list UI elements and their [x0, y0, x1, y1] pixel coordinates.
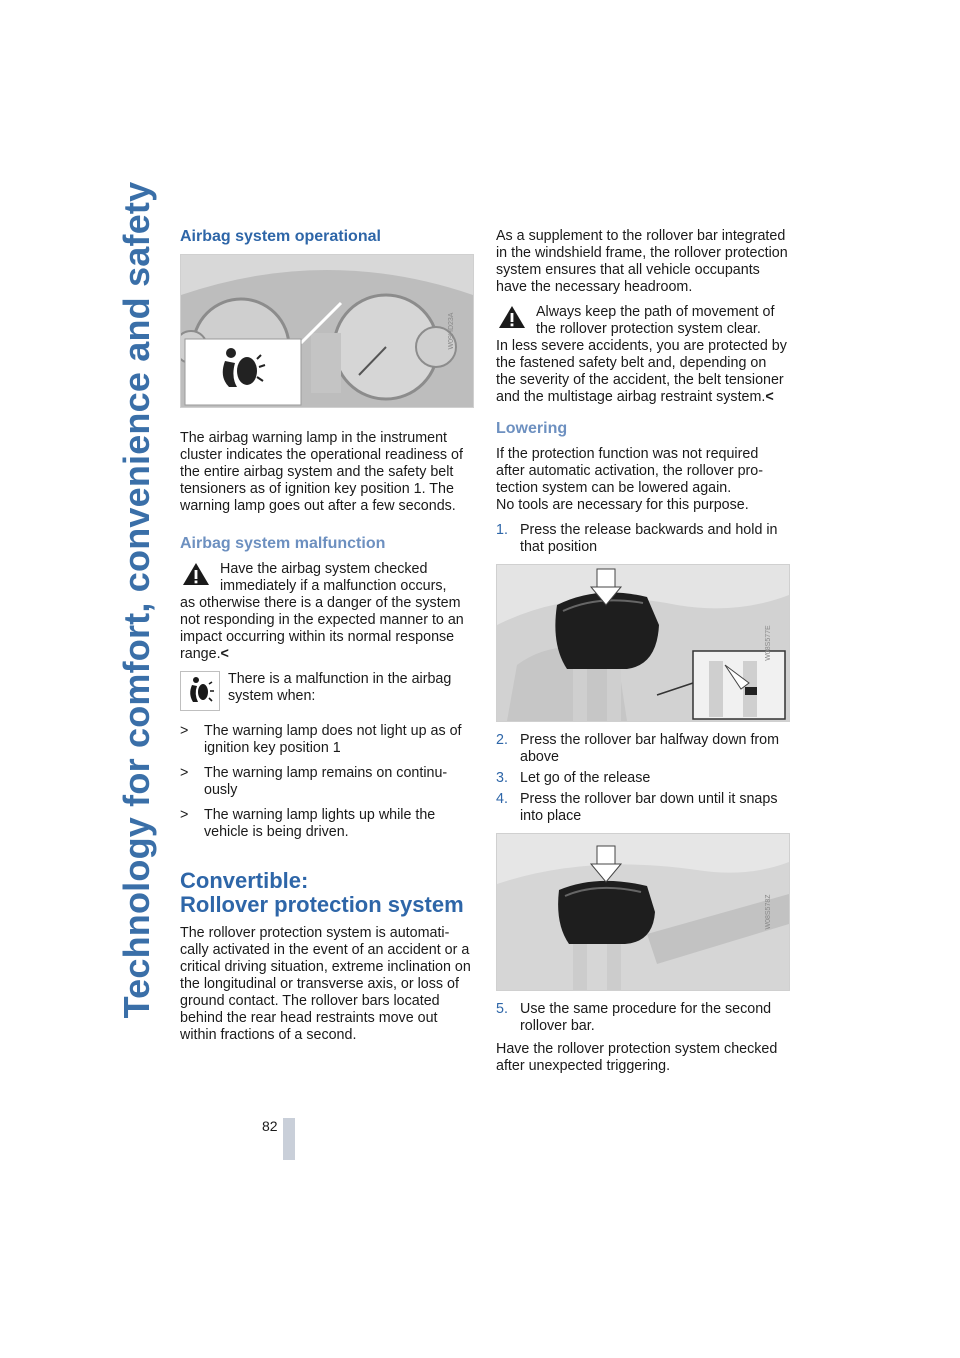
warning-malfunction	[180, 561, 472, 663]
heading-airbag-operational: Airbag system operational	[180, 228, 381, 245]
list-item: > The warning lamp does not light up as of ignition key position 1	[180, 723, 462, 756]
airbag-note-text: There is a malfunction in the airbag system when:	[228, 671, 452, 704]
airbag-malfunction-note	[180, 671, 472, 711]
end-mark: <	[765, 389, 774, 405]
warning-path-text-first: Always keep the path of movement of the rollover protection system clear.	[536, 304, 775, 337]
instrument-cluster-figure	[180, 254, 474, 408]
left-column	[180, 228, 472, 1052]
warning-path-text-rest: In less severe accidents, you are protected by the fastened safety belt and, depending on the severity of the accident, the belt tensioner and the multistage airbag restraint system.<	[496, 338, 787, 405]
rollover-press-figure	[496, 833, 790, 991]
list-item: 4. Press the rollover bar down until it snaps into place	[496, 791, 778, 824]
paragraph-convertible: The rollover protection system is automatically activated in the event of an accident or a critical driving situation, extreme inclination on the longitudinal or transverse axis, or loss of ground contact. The rollover bars located behind the rear head restraints move out within fractions of a second.	[180, 925, 471, 1043]
rollover-release-illustration	[497, 565, 789, 721]
end-mark: <	[220, 646, 229, 662]
malfunction-bullet-list	[180, 723, 472, 841]
rollover-press-illustration	[497, 834, 789, 990]
paragraph-final: Have the rollover protection system checked after unexpected triggering.	[496, 1041, 778, 1074]
list-item: 5. Use the same procedure for the second rollover bar.	[496, 1001, 772, 1034]
list-item: 3. Let go of the release	[496, 770, 651, 786]
figure-code: W08S578Z	[764, 894, 772, 930]
list-item: > The warning lamp remains on continuously	[180, 765, 448, 798]
warning-triangle-icon	[182, 562, 210, 586]
steps-list-2	[496, 732, 790, 825]
heading-convertible: Convertible: Rollover protection system	[180, 868, 464, 917]
heading-lowering: Lowering	[496, 420, 568, 437]
paragraph-tools: No tools are necessary for this purpose.	[496, 497, 749, 513]
paragraph-supplement: As a supplement to the rollover bar integrated in the windshield frame, the rollover protection system ensures that all vehicle occupants have the necessary headroom.	[496, 228, 788, 295]
paragraph-lowering: If the protection function was not required after automatic activation, the rollover protection system can be lowered again.	[496, 446, 764, 496]
instrument-cluster-illustration	[181, 255, 473, 407]
heading-airbag-malfunction: Airbag system malfunction	[180, 535, 386, 552]
warning-triangle-icon	[498, 305, 526, 329]
list-item: 1. Press the release backwards and hold in that position	[496, 522, 778, 555]
page-number-bar	[283, 1118, 295, 1160]
figure-code: W08S577E	[764, 625, 772, 661]
steps-list-3	[496, 1001, 790, 1035]
warning-malfunction-text-rest: as otherwise there is a danger of the system not responding in the expected manner to an impact occurring within its normal response range.<	[180, 595, 464, 662]
list-item: > The warning lamp lights up while the vehicle is being driven.	[180, 807, 436, 840]
list-item: 2. Press the rollover bar halfway down from above	[496, 732, 780, 765]
steps-list-1	[496, 522, 790, 556]
warning-malfunction-text-first: Have the airbag system checked immediately if a malfunction occurs,	[220, 561, 447, 594]
right-column	[496, 228, 790, 1083]
rollover-release-figure	[496, 564, 790, 722]
figure-code: W09HD23A	[448, 312, 456, 350]
paragraph-operational: The airbag warning lamp in the instrument cluster indicates the operational readiness of the entire airbag system and the safety belt tensioners as of ignition key position 1. The warning lamp goes out after a few seconds.	[180, 430, 463, 514]
airbag-warning-icon	[180, 671, 220, 711]
side-chapter-title-text: Technology for comfort, convenience and safety	[116, 181, 157, 1019]
warning-path	[496, 304, 790, 406]
page-number: 82	[262, 1118, 278, 1134]
side-chapter-title	[112, 181, 162, 1019]
